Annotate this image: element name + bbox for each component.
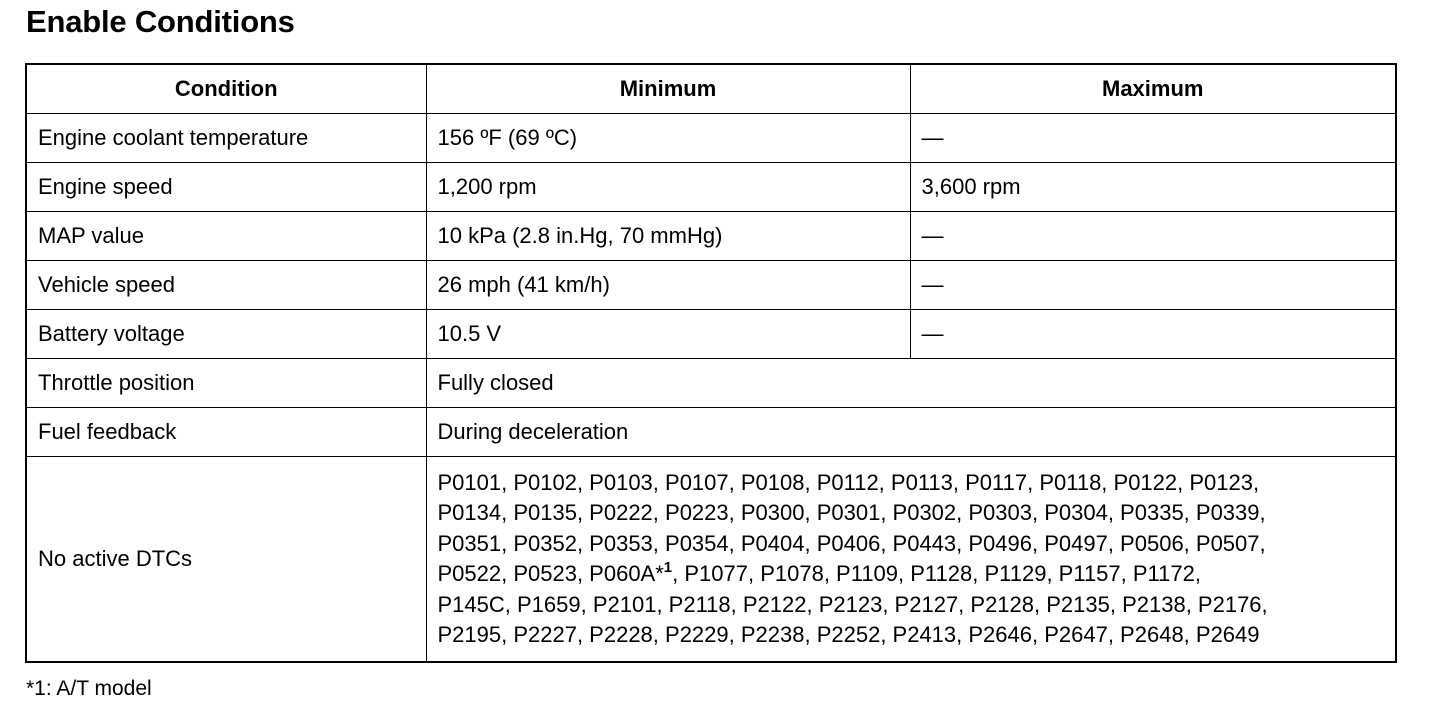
dtc-list-cell [426,457,1396,663]
condition-cell: Throttle position [26,359,426,408]
enable-conditions-table [25,63,1397,663]
condition-cell: Fuel feedback [26,408,426,457]
condition-cell: Engine coolant temperature [26,114,426,163]
maximum-cell: — [910,261,1396,310]
value-cell: During deceleration [426,408,1396,457]
dtc-line: P0134, P0135, P0222, P0223, P0300, P0301, P0302, P0303, P0304, P0335, P0339, [437,500,1266,525]
condition-cell: Engine speed [26,163,426,212]
table-row [26,212,1396,261]
page-title: Enable Conditions [26,4,295,39]
table-row [26,310,1396,359]
header-minimum: Minimum [426,64,910,114]
maximum-cell: — [910,114,1396,163]
table-row-dtcs [26,457,1396,663]
condition-cell: MAP value [26,212,426,261]
minimum-cell: 26 mph (41 km/h) [426,261,910,310]
table-row [26,359,1396,408]
dtc-line: , P1077, P1078, P1109, P1128, P1129, P1157, P1172, [672,561,1201,586]
table-row [26,261,1396,310]
dtc-line: P145C, P1659, P2101, P2118, P2122, P2123, P2127, P2128, P2135, P2138, P2176, [437,591,1268,617]
table-header-row [26,64,1396,114]
table-row [26,114,1396,163]
value-cell: Fully closed [426,359,1396,408]
table-row [26,163,1396,212]
header-condition: Condition [26,64,426,114]
dtc-line: P0351, P0352, P0353, P0354, P0404, P0406, P0443, P0496, P0497, P0506, P0507, [437,530,1266,556]
condition-cell: Vehicle speed [26,261,426,310]
dtc-line: P0522, P0523, P060A* [437,561,664,586]
footnote-marker: 1 [663,559,673,576]
header-maximum: Maximum [910,64,1396,114]
maximum-cell: — [910,310,1396,359]
footnote: *1: A/T model [26,677,152,700]
condition-cell: No active DTCs [26,457,426,663]
maximum-cell: — [910,212,1396,261]
dtc-line: P2195, P2227, P2228, P2229, P2238, P2252, P2413, P2646, P2647, P2648, P2649 [437,622,1260,647]
condition-cell: Battery voltage [26,310,426,359]
minimum-cell: 10 kPa (2.8 in.Hg, 70 mmHg) [426,212,910,261]
table-row [26,408,1396,457]
minimum-cell: 10.5 V [426,310,910,359]
dtc-line: P0101, P0102, P0103, P0107, P0108, P0112, P0113, P0117, P0118, P0122, P0123, [437,469,1260,495]
minimum-cell: 156 ºF (69 ºC) [426,114,910,163]
minimum-cell: 1,200 rpm [426,163,910,212]
maximum-cell: 3,600 rpm [910,163,1396,212]
